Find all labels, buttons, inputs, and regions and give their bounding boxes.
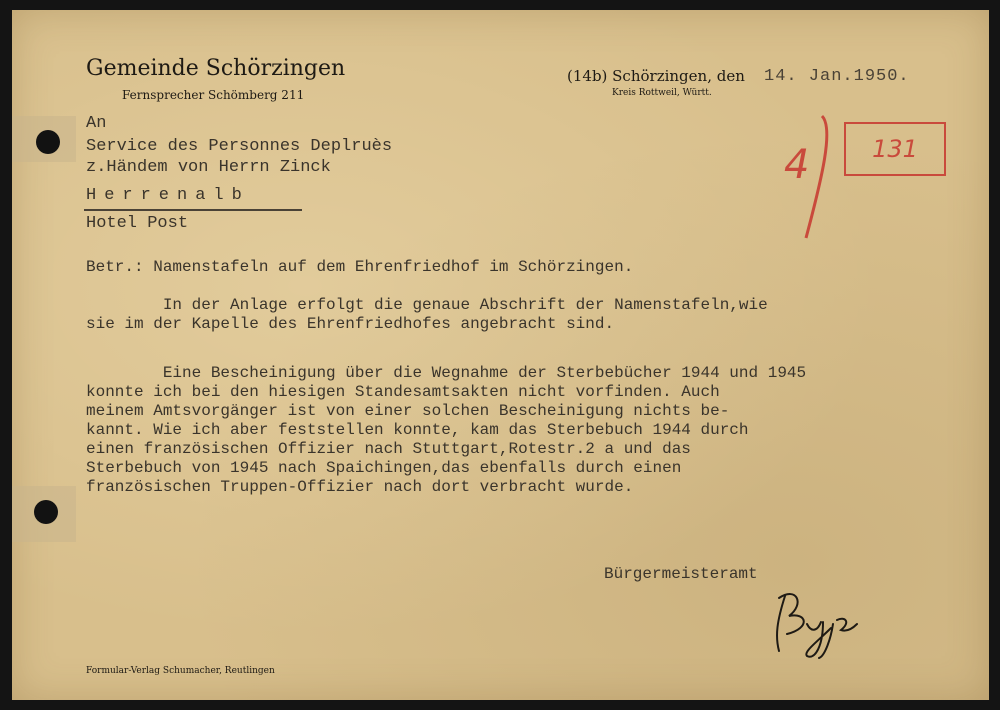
red-pencil-mark	[782, 108, 842, 253]
punch-hole-bottom	[34, 500, 58, 524]
subject-line: Betr.: Namenstafeln auf dem Ehrenfriedhof im Schörzingen.	[86, 258, 634, 276]
body-paragraph-1: In der Anlage erfolgt die genaue Abschrift der Namenstafeln,wie sie im der Kapelle des Ehrenfriedhofes angebracht sind.	[86, 296, 768, 333]
district-line: Kreis Rottweil, Württ.	[612, 88, 712, 98]
recipient-line-1: An	[86, 114, 107, 133]
recipient-city: Herrenalb	[86, 186, 250, 205]
registry-stamp: 131	[844, 122, 946, 176]
phone-line: Fernsprecher Schömberg 211	[122, 88, 305, 102]
recipient-hotel: Hotel Post	[86, 214, 189, 233]
organization-name: Gemeinde Schörzingen	[86, 56, 346, 81]
handwritten-signature	[767, 576, 877, 671]
place-prefix: (14b) Schörzingen, den	[567, 67, 745, 85]
city-underline	[84, 209, 302, 211]
punch-hole-top	[36, 130, 60, 154]
printer-footer: Formular-Verlag Schumacher, Reutlingen	[86, 666, 275, 676]
closing-office: Bürgermeisteramt	[604, 565, 758, 583]
recipient-line-2: Service des Personnes Deplruès	[86, 137, 393, 156]
body-paragraph-2: Eine Bescheinigung über die Wegnahme der Sterbebücher 1944 und 1945 konnte ich bei den hiesigen Standesamtsakten nicht vorfinden. Auch meinem Amtsvorgänger ist von einer solchen Bescheinigung nichts be- kannt. Wie ich aber feststellen konnte, kam das Sterbebuch 1944 durch einen französischen Offizier nach Stuttgart,Rotestr.2 a und das Sterbebuch von 1945 nach Spaichingen,das ebenfalls durch einen französischen Truppen-Offizier nach dort verbracht wurde.	[86, 364, 807, 496]
letter-date: 14. Jan.1950.	[764, 67, 910, 86]
recipient-line-3: z.Händem von Herrn Zinck	[86, 158, 331, 177]
red-mark-number: 4	[784, 142, 810, 188]
document-sheet	[12, 10, 989, 700]
